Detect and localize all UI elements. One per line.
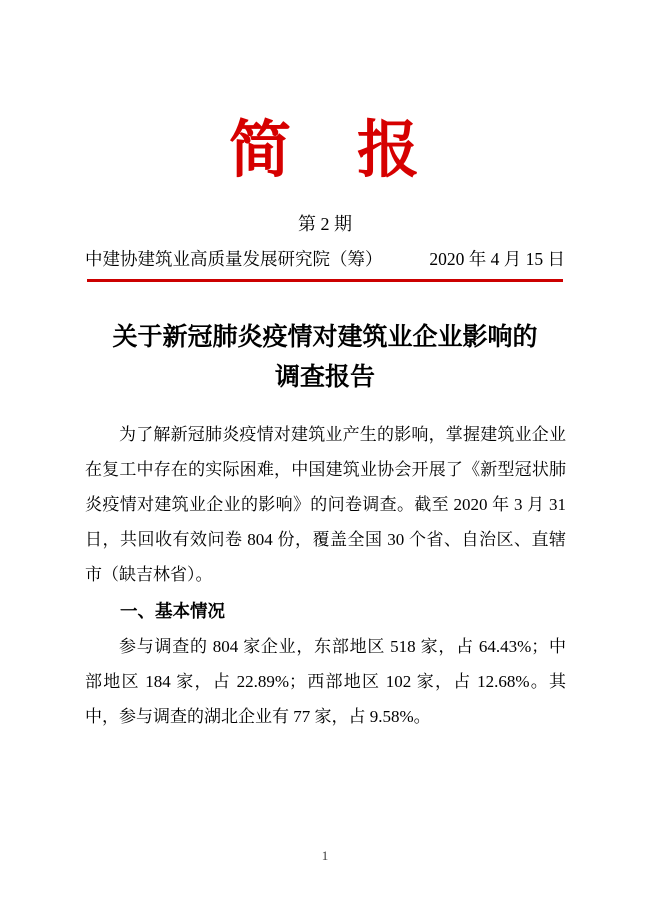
publish-date: 2020 年 4 月 15 日 <box>429 249 565 269</box>
report-title <box>0 318 650 398</box>
masthead-divider-rule <box>87 279 563 282</box>
report-paragraph-intro: 为了解新冠肺炎疫情对建筑业产生的影响，掌握建筑业企业在复工中存在的实际困难，中国建筑业协会开展了《新型冠状肺炎疫情对建筑业企业的影响》的问卷调查。截至 2020 年 3 月 31 日，共回收有效问卷 804 份，覆盖全国 30 个省、自治区、直辖市（缺吉林省）。 <box>85 425 566 584</box>
report-paragraph-statistics: 参与调查的 804 家企业，东部地区 518 家，占 64.43%；中部地区 184 家，占 22.89%；西部地区 102 家，占 12.68%。其中，参与调查的湖北企业有 77 家，占 9.58%。 <box>85 637 566 726</box>
issue-number: 第 2 期 <box>298 214 352 234</box>
bulletin-title: 简 报 <box>228 117 421 185</box>
section-heading-basic-situation: 一、基本情况 <box>120 601 225 621</box>
page-number: 1 <box>321 848 329 863</box>
report-title-line2: 调查报告 <box>274 364 375 391</box>
publisher-name: 中建协建筑业高质量发展研究院（筹） <box>85 249 383 269</box>
masthead-info-row <box>85 246 565 272</box>
report-title-line1: 关于新冠肺炎疫情对建筑业企业影响的 <box>112 324 538 351</box>
